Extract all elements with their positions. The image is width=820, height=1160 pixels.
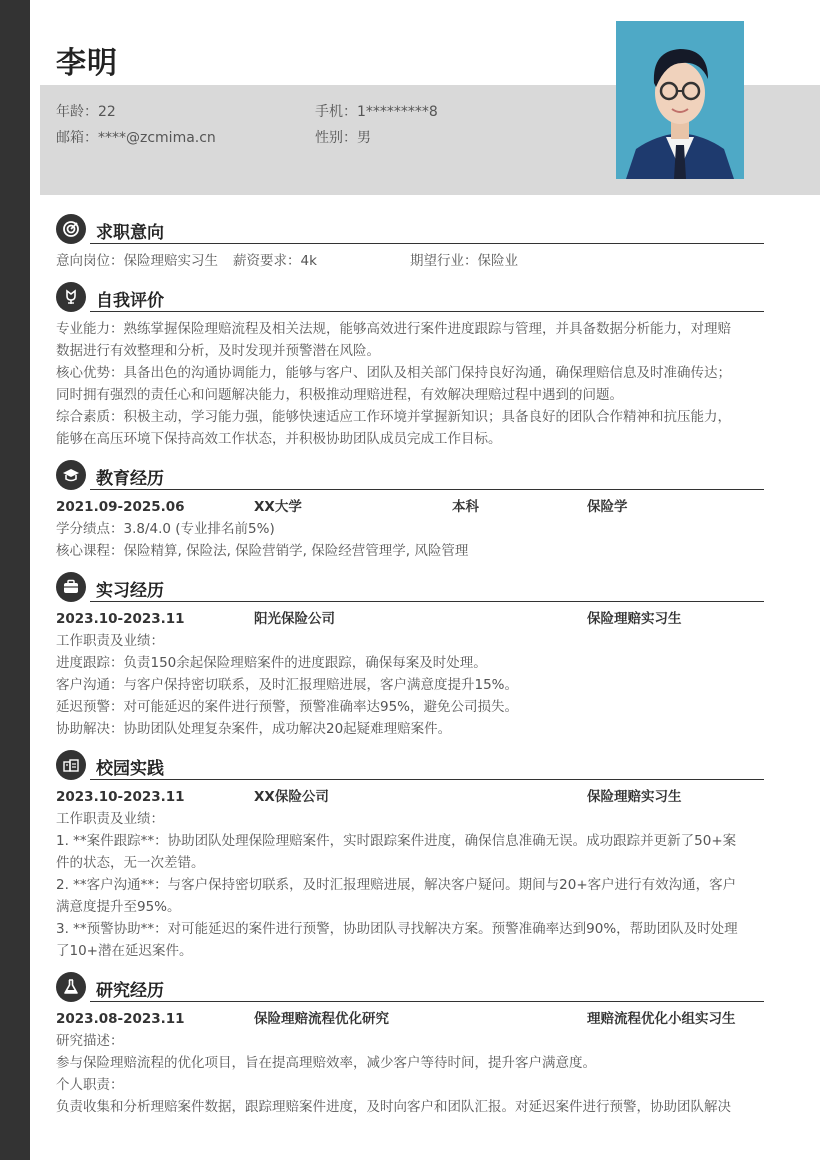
text-line: 工作职责及业绩： <box>56 811 164 827</box>
section-divider <box>90 243 764 245</box>
text-line: 2. **客户沟通**：与客户保持密切联系，及时汇报理赔进展，解决客户疑问。期间与20+客户进行有效沟通，客户 <box>56 877 737 893</box>
text-line: 3. **预警协助**：对可能延迟的案件进行预警，协助团队寻找解决方案。预警准确率达到90%，帮助团队及时处理 <box>56 921 738 937</box>
education-school: XX大学 <box>254 499 302 515</box>
building-icon <box>56 750 86 780</box>
email-field: 邮箱：****@zcmima.cn <box>56 130 216 146</box>
graduation-cap-icon <box>56 460 86 490</box>
text-line: 进度跟踪：负责150余起保险理赔案件的进度跟踪，确保每案及时处理。 <box>56 655 487 671</box>
text-line: 学分绩点：3.8/4.0 (专业排名前5%) <box>56 521 275 537</box>
section-title: 求职意向 <box>96 223 164 243</box>
section-divider <box>90 779 764 781</box>
text-line: 核心优势：具备出色的沟通协调能力，能够与客户、团队及相关部门保持良好沟通，确保理赔信息及时准确传达； <box>56 365 731 381</box>
intent-position: 意向岗位：保险理赔实习生 <box>56 253 218 269</box>
flower-icon <box>56 282 86 312</box>
left-decor-strip <box>0 0 30 1160</box>
education-period: 2021.09-2025.06 <box>56 499 185 515</box>
section-campus <box>56 748 764 962</box>
section-divider <box>90 1001 764 1003</box>
candidate-name: 李明 <box>56 46 118 81</box>
profile-photo <box>616 21 744 179</box>
campus-company: XX保险公司 <box>254 789 329 805</box>
internship-role: 保险理赔实习生 <box>587 611 682 627</box>
section-divider <box>90 601 764 603</box>
text-line: 件的状态，无一次差错。 <box>56 855 205 871</box>
internship-header-row <box>56 608 764 630</box>
flask-icon <box>56 972 86 1002</box>
text-line: 满意度提升至95%。 <box>56 899 181 915</box>
text-line: 研究描述： <box>56 1033 124 1049</box>
internship-company: 阳光保险公司 <box>254 611 335 627</box>
education-header-row <box>56 496 764 518</box>
campus-role: 保险理赔实习生 <box>587 789 682 805</box>
text-line: 客户沟通：与客户保持密切联系，及时汇报理赔进展，客户满意度提升15%。 <box>56 677 519 693</box>
phone-field: 手机：1*********8 <box>315 104 438 120</box>
campus-period: 2023.10-2023.11 <box>56 789 185 805</box>
target-icon <box>56 214 86 244</box>
text-line: 综合素质：积极主动，学习能力强，能够快速适应工作环境并掌握新知识；具备良好的团队合作精神和抗压能力， <box>56 409 731 425</box>
research-project: 保险理赔流程优化研究 <box>254 1011 389 1027</box>
text-line: 参与保险理赔流程的优化项目，旨在提高理赔效率，减少客户等待时间，提升客户满意度。 <box>56 1055 596 1071</box>
research-role: 理赔流程优化小组实习生 <box>587 1011 736 1027</box>
text-line: 工作职责及业绩： <box>56 633 164 649</box>
section-research <box>56 970 764 1118</box>
intent-salary: 薪资要求：4k <box>233 253 317 269</box>
text-line: 专业能力：熟练掌握保险理赔流程及相关法规，能够高效进行案件进度跟踪与管理，并具备数据分析能力，对理赔 <box>56 321 731 337</box>
education-degree: 本科 <box>452 499 479 515</box>
text-line: 了10+潜在延迟案件。 <box>56 943 193 959</box>
resume-body <box>56 212 764 1126</box>
section-self-eval <box>56 280 764 450</box>
text-line: 能够在高压环境下保持高效工作状态，并积极协助团队成员完成工作目标。 <box>56 431 502 447</box>
gender-field: 性别：男 <box>315 130 371 146</box>
briefcase-icon <box>56 572 86 602</box>
text-line: 协助解决：协助团队处理复杂案件，成功解决20起疑难理赔案件。 <box>56 721 452 737</box>
intent-industry: 期望行业：保险业 <box>410 253 518 269</box>
section-education <box>56 458 764 562</box>
internship-period: 2023.10-2023.11 <box>56 611 185 627</box>
section-title: 自我评价 <box>96 291 164 311</box>
text-line: 1. **案件跟踪**：协助团队处理保险理赔案件，实时跟踪案件进度，确保信息准确无误。成功跟踪并更新了50+案 <box>56 833 737 849</box>
section-title: 校园实践 <box>96 759 164 779</box>
text-line: 核心课程：保险精算, 保险法, 保险营销学, 保险经营管理学, 风险管理 <box>56 543 469 559</box>
text-line: 延迟预警：对可能延迟的案件进行预警，预警准确率达95%，避免公司损失。 <box>56 699 519 715</box>
section-title: 教育经历 <box>96 469 164 489</box>
text-line: 同时拥有强烈的责任心和问题解决能力，积极推动理赔进程，有效解决理赔过程中遇到的问题。 <box>56 387 623 403</box>
age-field: 年龄：22 <box>56 104 116 120</box>
text-line: 个人职责： <box>56 1077 124 1093</box>
text-line: 负责收集和分析理赔案件数据，跟踪理赔案件进度，及时向客户和团队汇报。对延迟案件进行预警，协助团队解决 <box>56 1099 731 1115</box>
section-divider <box>90 489 764 491</box>
text-line: 数据进行有效整理和分析，及时发现并预警潜在风险。 <box>56 343 380 359</box>
section-title: 实习经历 <box>96 581 164 601</box>
campus-header-row <box>56 786 764 808</box>
section-intent <box>56 212 764 272</box>
education-major: 保险学 <box>587 499 628 515</box>
research-period: 2023.08-2023.11 <box>56 1011 185 1027</box>
section-title: 研究经历 <box>96 981 164 1001</box>
section-internship <box>56 570 764 740</box>
section-divider <box>90 311 764 313</box>
research-header-row <box>56 1008 764 1030</box>
